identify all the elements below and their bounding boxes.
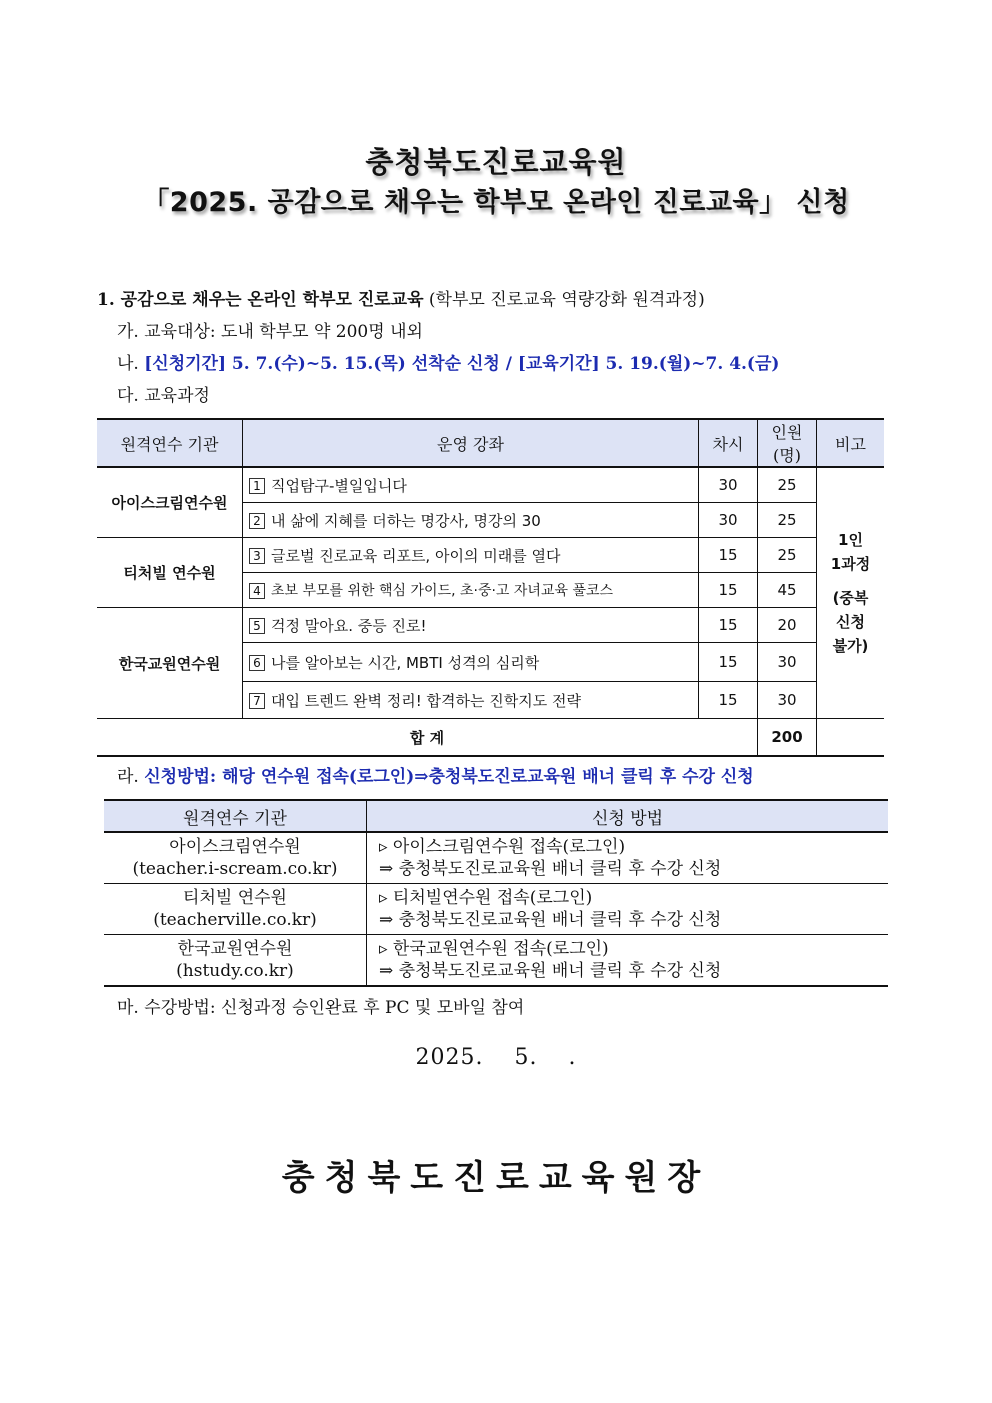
institution-url: (teacher.i-scream.co.kr) xyxy=(132,859,338,879)
note-line: 1인 xyxy=(838,531,863,549)
col-course: 운영 강좌 xyxy=(243,419,699,467)
institution-name: 한국교원연수원 xyxy=(177,939,293,959)
total-label: 합 계 xyxy=(97,719,758,757)
note-line: 신청 xyxy=(836,613,865,631)
course-number: 5 xyxy=(249,618,265,634)
course-title-cell xyxy=(243,682,699,719)
method-table-header xyxy=(104,800,888,832)
document-date: 2025. 5. . xyxy=(415,1045,577,1070)
institution-cell xyxy=(104,884,367,935)
people-cell: 30 xyxy=(758,682,817,719)
course-number: 7 xyxy=(249,693,265,709)
course-title-cell xyxy=(243,503,699,538)
period-prefix: 나. xyxy=(117,354,145,374)
period-line xyxy=(117,349,779,374)
method-text: 신청방법: 해당 연수원 접속(로그인)⇒충청북도진로교육원 배너 클릭 후 수강 신청 xyxy=(144,767,754,787)
institution-url: (teacherville.co.kr) xyxy=(153,910,317,930)
sessions-cell: 30 xyxy=(699,467,758,503)
method-line xyxy=(117,762,754,787)
table-row xyxy=(97,538,884,573)
institution-url: (hstudy.co.kr) xyxy=(176,961,294,981)
course-number: 1 xyxy=(249,478,265,494)
course-title-cell xyxy=(243,573,699,608)
method-step2: ⇒ 충청북도진로교육원 배너 클릭 후 수강 신청 xyxy=(379,910,722,930)
course-title: 직업탐구-별일입니다 xyxy=(271,476,407,495)
method-step1: ▹ 티처빌연수원 접속(로그인) xyxy=(379,888,593,908)
course-title: 글로벌 진로교육 리포트, 아이의 미래를 열다 xyxy=(271,546,561,565)
institution-name: 아이스크림연수원 xyxy=(169,837,301,857)
people-cell: 25 xyxy=(758,538,817,573)
method-step2: ⇒ 충청북도진로교육원 배너 클릭 후 수강 신청 xyxy=(379,961,722,981)
table-row xyxy=(97,608,884,643)
method-step2: ⇒ 충청북도진로교육원 배너 클릭 후 수강 신청 xyxy=(379,859,722,879)
col-people: 인원(명) xyxy=(758,419,817,467)
document-title: 충청북도진로교육원 xyxy=(365,145,627,179)
institution-cell: 한국교원연수원 xyxy=(97,608,243,719)
note-line: (중복 xyxy=(832,589,869,607)
course-number: 4 xyxy=(249,583,265,599)
note-line: 1과정 xyxy=(830,555,871,573)
section1-heading-sub: (학부모 진로교육 역량강화 원격과정) xyxy=(428,290,705,310)
method-table xyxy=(104,799,888,987)
institution-cell xyxy=(104,935,367,987)
signature: 충청북도진로교육원장 xyxy=(281,1158,711,1198)
note-cell xyxy=(817,467,885,719)
course-number: 2 xyxy=(249,513,265,529)
institution-name: 티처빌 연수원 xyxy=(183,888,287,908)
method-prefix: 라. xyxy=(117,767,145,787)
course-number: 3 xyxy=(249,548,265,564)
people-cell: 45 xyxy=(758,573,817,608)
col-institution: 원격연수 기관 xyxy=(104,800,367,832)
course-label: 다. 교육과정 xyxy=(117,386,210,406)
institution-cell: 티처빌 연수원 xyxy=(97,538,243,608)
table-row xyxy=(104,935,888,987)
sessions-cell: 30 xyxy=(699,503,758,538)
method-step1: ▹ 아이스크림연수원 접속(로그인) xyxy=(379,837,626,857)
people-cell: 25 xyxy=(758,467,817,503)
col-method: 신청 방법 xyxy=(367,800,889,832)
col-institution: 원격연수 기관 xyxy=(97,419,243,467)
table-row xyxy=(104,832,888,884)
sessions-cell: 15 xyxy=(699,573,758,608)
total-note-empty xyxy=(817,719,885,757)
institution-cell xyxy=(104,832,367,884)
target-line: 가. 교육대상: 도내 학부모 약 200명 내외 xyxy=(117,322,423,342)
col-sessions: 차시 xyxy=(699,419,758,467)
method-cell xyxy=(367,884,889,935)
course-table xyxy=(97,418,884,757)
course-title: 초보 부모를 위한 핵심 가이드, 초·중·고 자녀교육 풀코스 xyxy=(271,583,614,599)
people-cell: 30 xyxy=(758,643,817,682)
note-line: 불가) xyxy=(832,637,869,655)
course-title: 내 삶에 지혜를 더하는 명강사, 명강의 30 xyxy=(271,511,541,530)
people-cell: 20 xyxy=(758,608,817,643)
table-row xyxy=(104,884,888,935)
institution-cell: 아이스크림연수원 xyxy=(97,467,243,538)
people-cell: 25 xyxy=(758,503,817,538)
section1-heading xyxy=(97,285,705,310)
sessions-cell: 15 xyxy=(699,608,758,643)
course-number: 6 xyxy=(249,655,265,671)
sessions-cell: 15 xyxy=(699,538,758,573)
sessions-cell: 15 xyxy=(699,682,758,719)
attend-line: 마. 수강방법: 신청과정 승인완료 후 PC 및 모바일 참여 xyxy=(117,998,525,1018)
total-row xyxy=(97,719,884,757)
total-value: 200 xyxy=(758,719,817,757)
col-note: 비고 xyxy=(817,419,885,467)
sessions-cell: 15 xyxy=(699,643,758,682)
course-title: 걱정 말아요. 중등 진로! xyxy=(271,616,427,635)
course-title-cell xyxy=(243,608,699,643)
course-title: 대입 트렌드 완벽 정리! 합격하는 진학지도 전략 xyxy=(271,691,581,710)
method-step1: ▹ 한국교원연수원 접속(로그인) xyxy=(379,939,609,959)
course-title-cell xyxy=(243,643,699,682)
method-cell xyxy=(367,832,889,884)
table-row xyxy=(97,467,884,503)
section1-heading-main: 1. 공감으로 채우는 온라인 학부모 진로교육 xyxy=(97,290,424,310)
period-text: [신청기간] 5. 7.(수)~5. 15.(목) 선착순 신청 / [교육기간] 5. 19.(월)~7. 4.(금) xyxy=(144,354,780,374)
document-subtitle: 「2025. 공감으로 채우는 학부모 온라인 진로교육」 신청 xyxy=(142,187,850,218)
course-title: 나를 알아보는 시간, MBTI 성격의 심리학 xyxy=(271,653,540,672)
course-title-cell xyxy=(243,538,699,573)
course-table-header xyxy=(97,419,884,467)
course-title-cell xyxy=(243,467,699,503)
method-cell xyxy=(367,935,889,987)
